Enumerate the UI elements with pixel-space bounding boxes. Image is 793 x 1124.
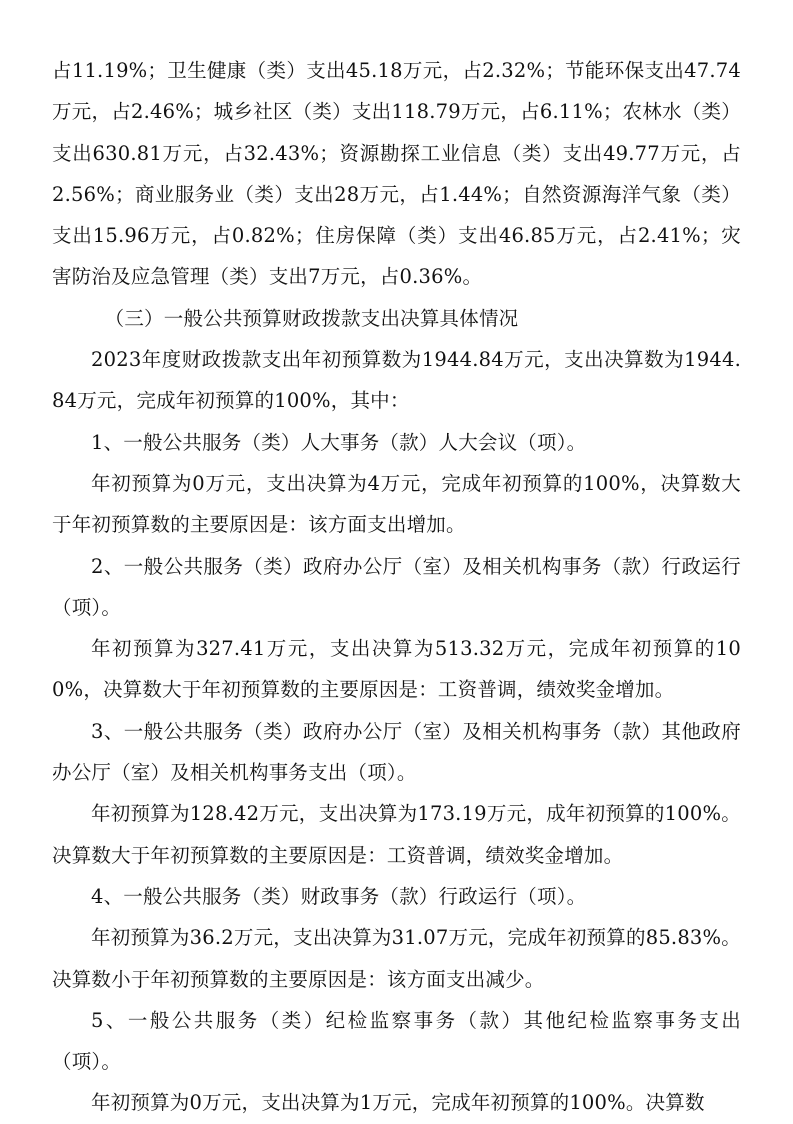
item-title-2: 2、一般公共服务（类）政府办公厅（室）及相关机构事务（款）行政运行（项）。 [52,554,741,619]
item-detail-5: 年初预算为0万元，支出决算为1万元，完成年初预算的100%。决算数 [91,1091,705,1115]
section-heading: （三）一般公共预算财政拨款支出决算具体情况 [104,306,519,330]
item-title-5: 5、一般公共服务（类）纪检监察事务（款）其他纪检监察事务支出（项）。 [52,1008,741,1074]
paragraph-expenditure-breakdown: 占11.19%；卫生健康（类）支出45.18万元，占2.32%；节能环保支出47.74万元，占2.46%；城乡社区（类）支出118.79万元，占6.11%；农林水（类）支出630.81万元，占32.43%；资源勘探工业信息（类）支出49.77万元，占2.56%；商业服务业（类）支出28万元，占1.44%；自然资源海洋气象（类）支出15.96万元，占0.82%；住房保障（类）支出46.85万元，占2.41%；灾害防治及应急管理（类）支出7万元，占0.36%。 [52,59,741,289]
item-detail-2: 年初预算为327.41万元，支出决算为513.32万元，完成年初预算的100%，决算数大于年初预算数的主要原因是：工资普调，绩效奖金增加。 [52,637,741,702]
item-title-1: 1、一般公共服务（类）人大事务（款）人大会议（项）。 [91,430,587,454]
item-title-4: 4、一般公共服务（类）财政事务（款）行政运行（项）。 [91,884,587,908]
item-detail-3: 年初预算为128.42万元，支出决算为173.19万元，成年初预算的100%。决算数大于年初预算数的主要原因是：工资普调，绩效奖金增加。 [52,802,741,867]
item-detail-4: 年初预算为36.2万元，支出决算为31.07万元，完成年初预算的85.83%。决算数小于年初预算数的主要原因是：该方面支出减少。 [52,926,741,991]
item-title-3: 3、一般公共服务（类）政府办公厅（室）及相关机构事务（款）其他政府办公厅（室）及相关机构事务支出（项）。 [52,719,741,785]
item-detail-1: 年初预算为0万元，支出决算为4万元，完成年初预算的100%，决算数大于年初预算数的主要原因是：该方面支出增加。 [52,471,741,537]
paragraph-budget-summary: 2023年度财政拨款支出年初预算数为1944.84万元，支出决算数为1944.84万元，完成年初预算的100%，其中： [52,348,741,413]
